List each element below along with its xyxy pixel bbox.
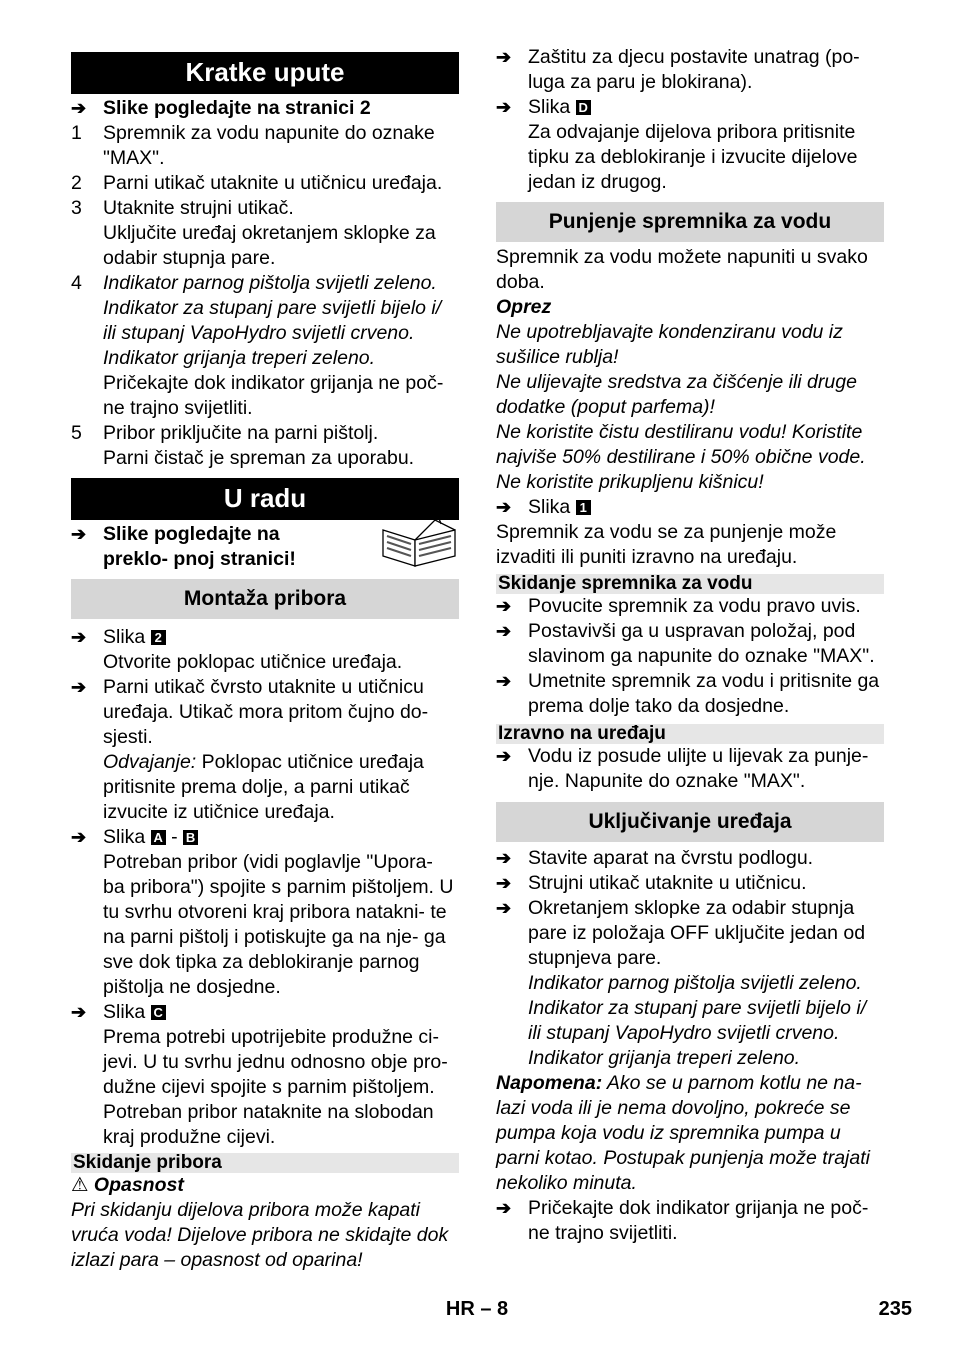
arrow-icon: ➔ (496, 848, 512, 868)
skidanje-item-2: ➔ Postavivši ga u uspravan položaj, pod slavinom ga napunite do oznake "MAX". (496, 620, 875, 667)
book-icon (379, 516, 459, 568)
step-1: 1 Spremnik za vodu napunite do oznake "MAX". (71, 122, 435, 169)
punjenje-fig-ref: ➔ Slika 1 (496, 495, 884, 520)
arrow-icon: ➔ (496, 746, 512, 766)
oprez-label: Oprez (496, 296, 552, 318)
quick-ref: ➔ Slike pogledajte na stranici 2 (71, 97, 371, 119)
montaza-item-2: ➔ Parni utikač čvrsto utaknite u utičnicu uređaja. Utikač mora pritom čujno do- sjesti. Odvajanje: Poklopac utičnice uređaja pritisnite prema dolje, a parni utikač izvucite iz utičnice uređaja. (71, 676, 429, 823)
figure-label: 1 (576, 500, 591, 515)
heading-ukljucivanje: Uključivanje uređaja (496, 802, 884, 842)
step-3: 3 Utaknite strujni utikač. Uključite uređaj okretanjem sklopke za odabir stupnja pare. (71, 197, 436, 269)
step-4: 4 Indikator parnog pištolja svijetli zeleno. Indikator za stupanj pare svijetli bijelo i/ ili stupanj VapoHydro svijetli crveno. Indikator grijanja treperi zeleno. Pričekajte dok indikator grijanja ne poč- ne trajno svijetliti. (71, 272, 444, 419)
skidanje-item-1: ➔ Povucite spremnik za vodu pravo uvis. (496, 595, 861, 617)
page-number: 235 (878, 1298, 912, 1320)
footer-section: HR – 8 (445, 1298, 509, 1320)
heading-izravno: Izravno na uređaju (496, 724, 884, 744)
montaza-item-1: ➔ Slika 2 Otvorite poklopac utičnice uređaja. (71, 626, 403, 673)
arrow-icon: ➔ (496, 97, 512, 117)
arrow-icon: ➔ (496, 47, 512, 67)
arrow-icon: ➔ (71, 1002, 87, 1022)
warning-icon: ⚠ (71, 1174, 89, 1196)
right-column: ➔ Zaštitu za djecu postavite unatrag (po- luga za paru je blokirana). ➔ Slika D Za odvajanje dijelova pribora pritisnite tipku za deblokiranje i izvucite dijelove jedan iz drugog. Punjenje spremnika za vodu Spremnik za vodu možete napuniti u svako doba. Oprez Ne upotrebljavajte kondenziranu vodu iz sušilice rublja! Ne ulijevajte sredstva za čišćenje ili druge dodatke (poput parfema)! Ne koristite čistu destiliranu vodu! Koristite najviše 50% destilirane i 50% obične vode. Ne koristite prikupljenu kišnicu! ➔ Slika 1 Spremnik za vodu se za punjenje može izvaditi ili puniti izravno na uređaju. Skidanje spremnika za vodu ➔ Povucite spremnik za vodu pravo uvis. ➔ Postavivši ga u uspravan položaj, pod slavinom ga napunite do oznake "MAX". ➔ Umetnite spremnik za vodu i pritisnite ga prema dolje tako da dosjedne. Izravno na uređaju ➔ Vodu iz posude ulijte u lijevak za punje- nje. Napunite do oznake "MAX". Uključivanje uređaja ➔ Stavite aparat na čvrstu podlogu. ➔ Strujni utikač utaknite u utičnicu. ➔ Okretanjem sklopke za odabir stupnja pare iz položaja OFF uključite jedan od stupnjeva pare. Indikator parnog pištolja svijetli zeleno. Indikator za stupanj pare svijetli bijelo i/ ili stupanj VapoHydro svijetli crveno. Indikator grijanja treperi zeleno. Napomena: Ako se u parnom kotlu ne na- lazi voda ili je nema dovoljno, pokreće se pumpa koja vodu iz spremnika pumpa u parni kotao. Postupak punjenja može trajati nekoliko minuta. ➔ Pričekajte dok indikator grijanja ne poč- ne trajno svijetliti. (496, 50, 884, 1246)
arrow-icon: ➔ (496, 873, 512, 893)
ukljuc-item-4: ➔ Pričekajte dok indikator grijanja ne poč- ne trajno svijetliti. (496, 1197, 869, 1244)
arrow-icon: ➔ (71, 524, 87, 544)
right-item-1: ➔ Zaštitu za djecu postavite unatrag (po- luga za paru je blokirana). (496, 46, 860, 93)
arrow-icon: ➔ (496, 1198, 512, 1218)
napomena: Napomena: Ako se u parnom kotlu ne na- lazi voda ili je nema dovoljno, pokreće se pumpa koja vodu iz spremnika pumpa u parni kotao. Postupak punjenja može trajati nekoliko minuta. (496, 1072, 870, 1194)
figure-label: B (183, 830, 198, 845)
step-5: 5 Pribor priključite na parni pištolj. Parni čistač je spreman za uporabu. (71, 422, 415, 469)
montaza-item-3: ➔ Slika A - B Potreban pribor (vidi poglavlje "Upora- ba pribora") spojite s parnim pištoljem. U tu svrhu otvoreni kraj pribora natakni- te na parni pištolj i potiskujte ga na nje- ga sve dok tipka za deblokiranje parnog pištolja ne dosjedne. (71, 826, 454, 998)
figure-label: C (151, 1005, 166, 1020)
warning-text: Pri skidanju dijelova pribora može kapati vruća voda! Dijelove pribora ne skidajte dok izlazi para – opasnost od oparina! (71, 1199, 449, 1271)
arrow-icon: ➔ (71, 677, 87, 697)
arrow-icon: ➔ (71, 827, 87, 847)
arrow-icon: ➔ (496, 497, 512, 517)
heading-kratke-upute: Kratke upute (71, 52, 459, 94)
heading-punjenje: Punjenje spremnika za vodu (496, 202, 884, 242)
heading-skidanje-pribora: Skidanje pribora (71, 1153, 459, 1173)
izravno-item-1: ➔ Vodu iz posude ulijte u lijevak za punje- nje. Napunite do oznake "MAX". (496, 745, 869, 792)
ukljuc-item-1: ➔ Stavite aparat na čvrstu podlogu. (496, 847, 814, 869)
figure-label: D (576, 100, 591, 115)
skidanje-item-3: ➔ Umetnite spremnik za vodu i pritisnite ga prema dolje tako da dosjedne. (496, 670, 880, 717)
figure-label: 2 (151, 630, 166, 645)
fold-ref: ➔ Slike pogledajte na preklo- pnoj stranici! (71, 522, 459, 572)
step-2: 2 Parni utikač utaknite u utičnicu uređaja. (71, 172, 443, 194)
arrow-icon: ➔ (71, 98, 87, 118)
left-column (71, 50, 459, 1273)
arrow-icon: ➔ (496, 596, 512, 616)
punjenje-text: Spremnik za vodu se za punjenje može izvaditi ili puniti izravno na uređaju. (496, 521, 837, 568)
ukljuc-item-2: ➔ Strujni utikač utaknite u utičnicu. (496, 872, 807, 894)
warning: ⚠ Opasnost (71, 1174, 184, 1196)
ukljuc-item-3: ➔ Okretanjem sklopke za odabir stupnja pare iz položaja OFF uključite jedan od stupnjeva pare. Indikator parnog pištolja svijetli zeleno. Indikator za stupanj pare svijetli bijelo i/ ili stupanj VapoHydro svijetli crveno. Indikator grijanja treperi zeleno. (496, 897, 867, 1069)
arrow-icon: ➔ (496, 671, 512, 691)
heading-skidanje-spremnika: Skidanje spremnika za vodu (496, 574, 884, 594)
figure-label: A (151, 830, 166, 845)
heading-montaza: Montaža pribora (71, 579, 459, 619)
right-item-2: ➔ Slika D Za odvajanje dijelova pribora pritisnite tipku za deblokiranje i izvucite dijelove jedan iz drugog. (496, 96, 858, 193)
arrow-icon: ➔ (496, 621, 512, 641)
montaza-item-4: ➔ Slika C Prema potrebi upotrijebite produžne ci- jevi. U tu svrhu jednu odnosno obje pro- dužne cijevi spojite s parnim pištoljem. Potreban pribor nataknite na slobodan kraj produžne cijevi. (71, 1001, 448, 1148)
heading-u-radu: U radu (71, 478, 459, 520)
arrow-icon: ➔ (496, 898, 512, 918)
punjenje-intro: Spremnik za vodu možete napuniti u svako doba. (496, 246, 868, 293)
arrow-icon: ➔ (71, 627, 87, 647)
